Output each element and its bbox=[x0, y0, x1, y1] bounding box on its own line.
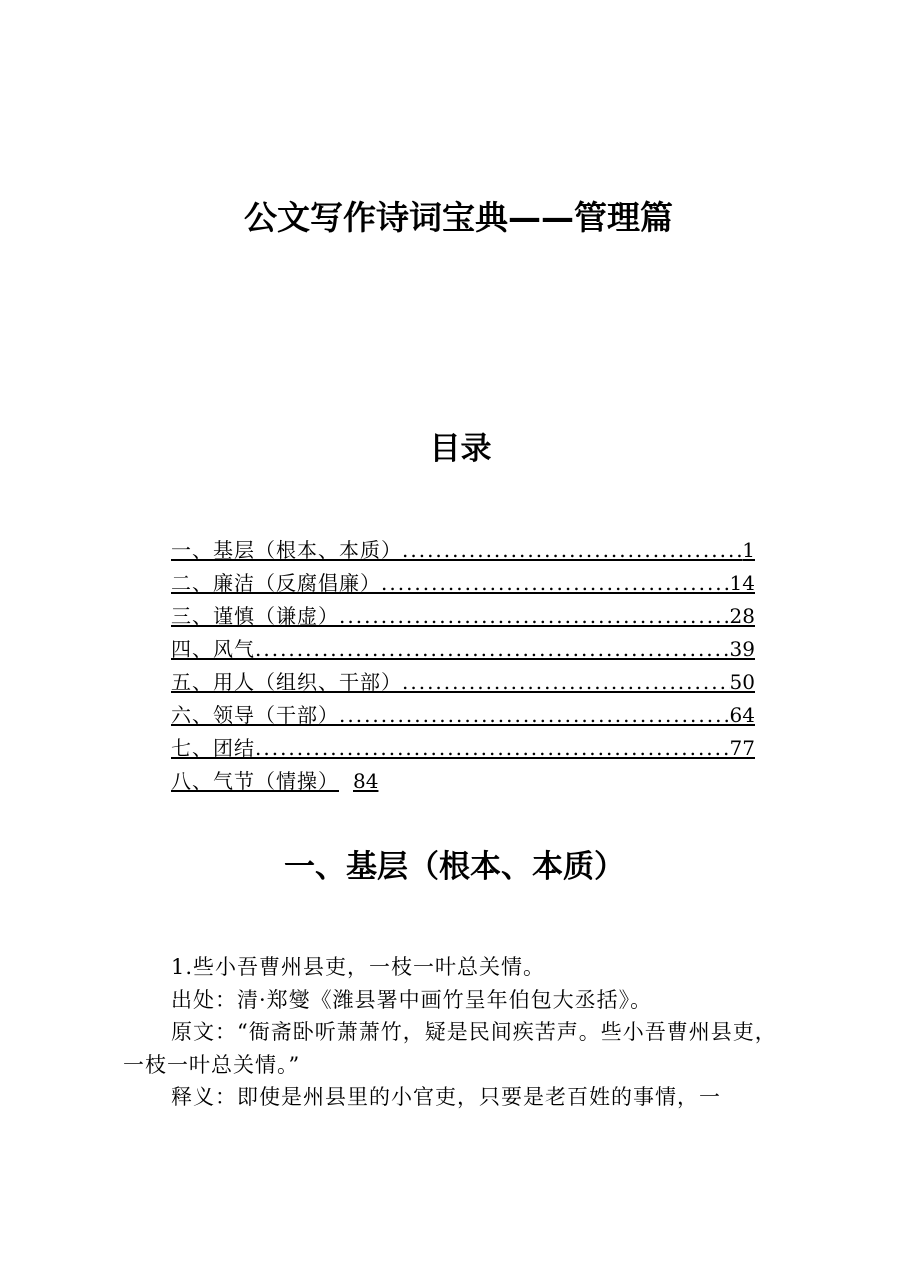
poem-line: 1.些小吾曹州县吏，一枝一叶总关情。 bbox=[171, 955, 546, 979]
toc-leader-dots bbox=[255, 732, 730, 764]
toc-item-label: 二、廉洁（反腐倡廉） bbox=[171, 571, 381, 595]
toc-item-page: 50 bbox=[729, 670, 755, 694]
toc-leader-dots bbox=[402, 666, 730, 698]
toc-item-label: 三、谨慎（谦虚） bbox=[171, 604, 339, 628]
toc-item-integrity[interactable] bbox=[171, 567, 755, 600]
source-line: 出处：清·郑燮《潍县署中画竹呈年伯包大丞括》。 bbox=[171, 987, 653, 1012]
toc-item-page: 28 bbox=[729, 604, 755, 628]
toc-item-label: 四、风气 bbox=[171, 637, 255, 661]
toc-item-label: 一、基层（根本、本质） bbox=[171, 538, 402, 562]
table-of-contents bbox=[171, 534, 755, 798]
toc-item-integrity-character[interactable] bbox=[171, 765, 378, 798]
original-text: 原文：“衙斋卧听萧萧竹，疑是民间疾苦声。些小吾曹州县吏，一枝一叶总关情。” bbox=[123, 1020, 777, 1077]
toc-item-label: 八、气节（情操） bbox=[171, 769, 339, 793]
toc-item-personnel[interactable] bbox=[171, 666, 755, 699]
toc-leader-dots bbox=[339, 600, 730, 632]
interpretation-text: 释义：即使是州县里的小官吏，只要是老百姓的事情，一 bbox=[171, 1085, 721, 1109]
toc-item-unity[interactable] bbox=[171, 732, 755, 765]
document-title: 公文写作诗词宝典——管理篇 bbox=[244, 198, 673, 237]
toc-item-page: 84 bbox=[353, 769, 379, 793]
toc-item-leadership[interactable] bbox=[171, 699, 755, 732]
toc-item-prudence[interactable] bbox=[171, 600, 755, 633]
toc-item-conduct[interactable] bbox=[171, 633, 755, 666]
toc-heading: 目录 bbox=[429, 431, 492, 467]
toc-leader-dots bbox=[255, 633, 730, 665]
toc-item-label: 五、用人（组织、干部） bbox=[171, 670, 402, 694]
toc-item-page: 64 bbox=[729, 703, 755, 727]
toc-item-label: 六、领导（干部） bbox=[171, 703, 339, 727]
toc-leader-dots bbox=[402, 534, 742, 566]
toc-leader-dots bbox=[381, 567, 730, 599]
toc-item-label: 七、团结 bbox=[171, 736, 255, 760]
toc-item-page: 1 bbox=[742, 538, 755, 562]
toc-item-grassroots[interactable] bbox=[171, 534, 755, 567]
toc-leader-dots bbox=[339, 699, 730, 731]
toc-item-page: 77 bbox=[729, 736, 755, 760]
section-heading: 一、基层（根本、本质） bbox=[284, 849, 625, 885]
section-body bbox=[123, 951, 795, 1114]
toc-item-page: 39 bbox=[729, 637, 755, 661]
toc-item-page: 14 bbox=[729, 571, 755, 595]
